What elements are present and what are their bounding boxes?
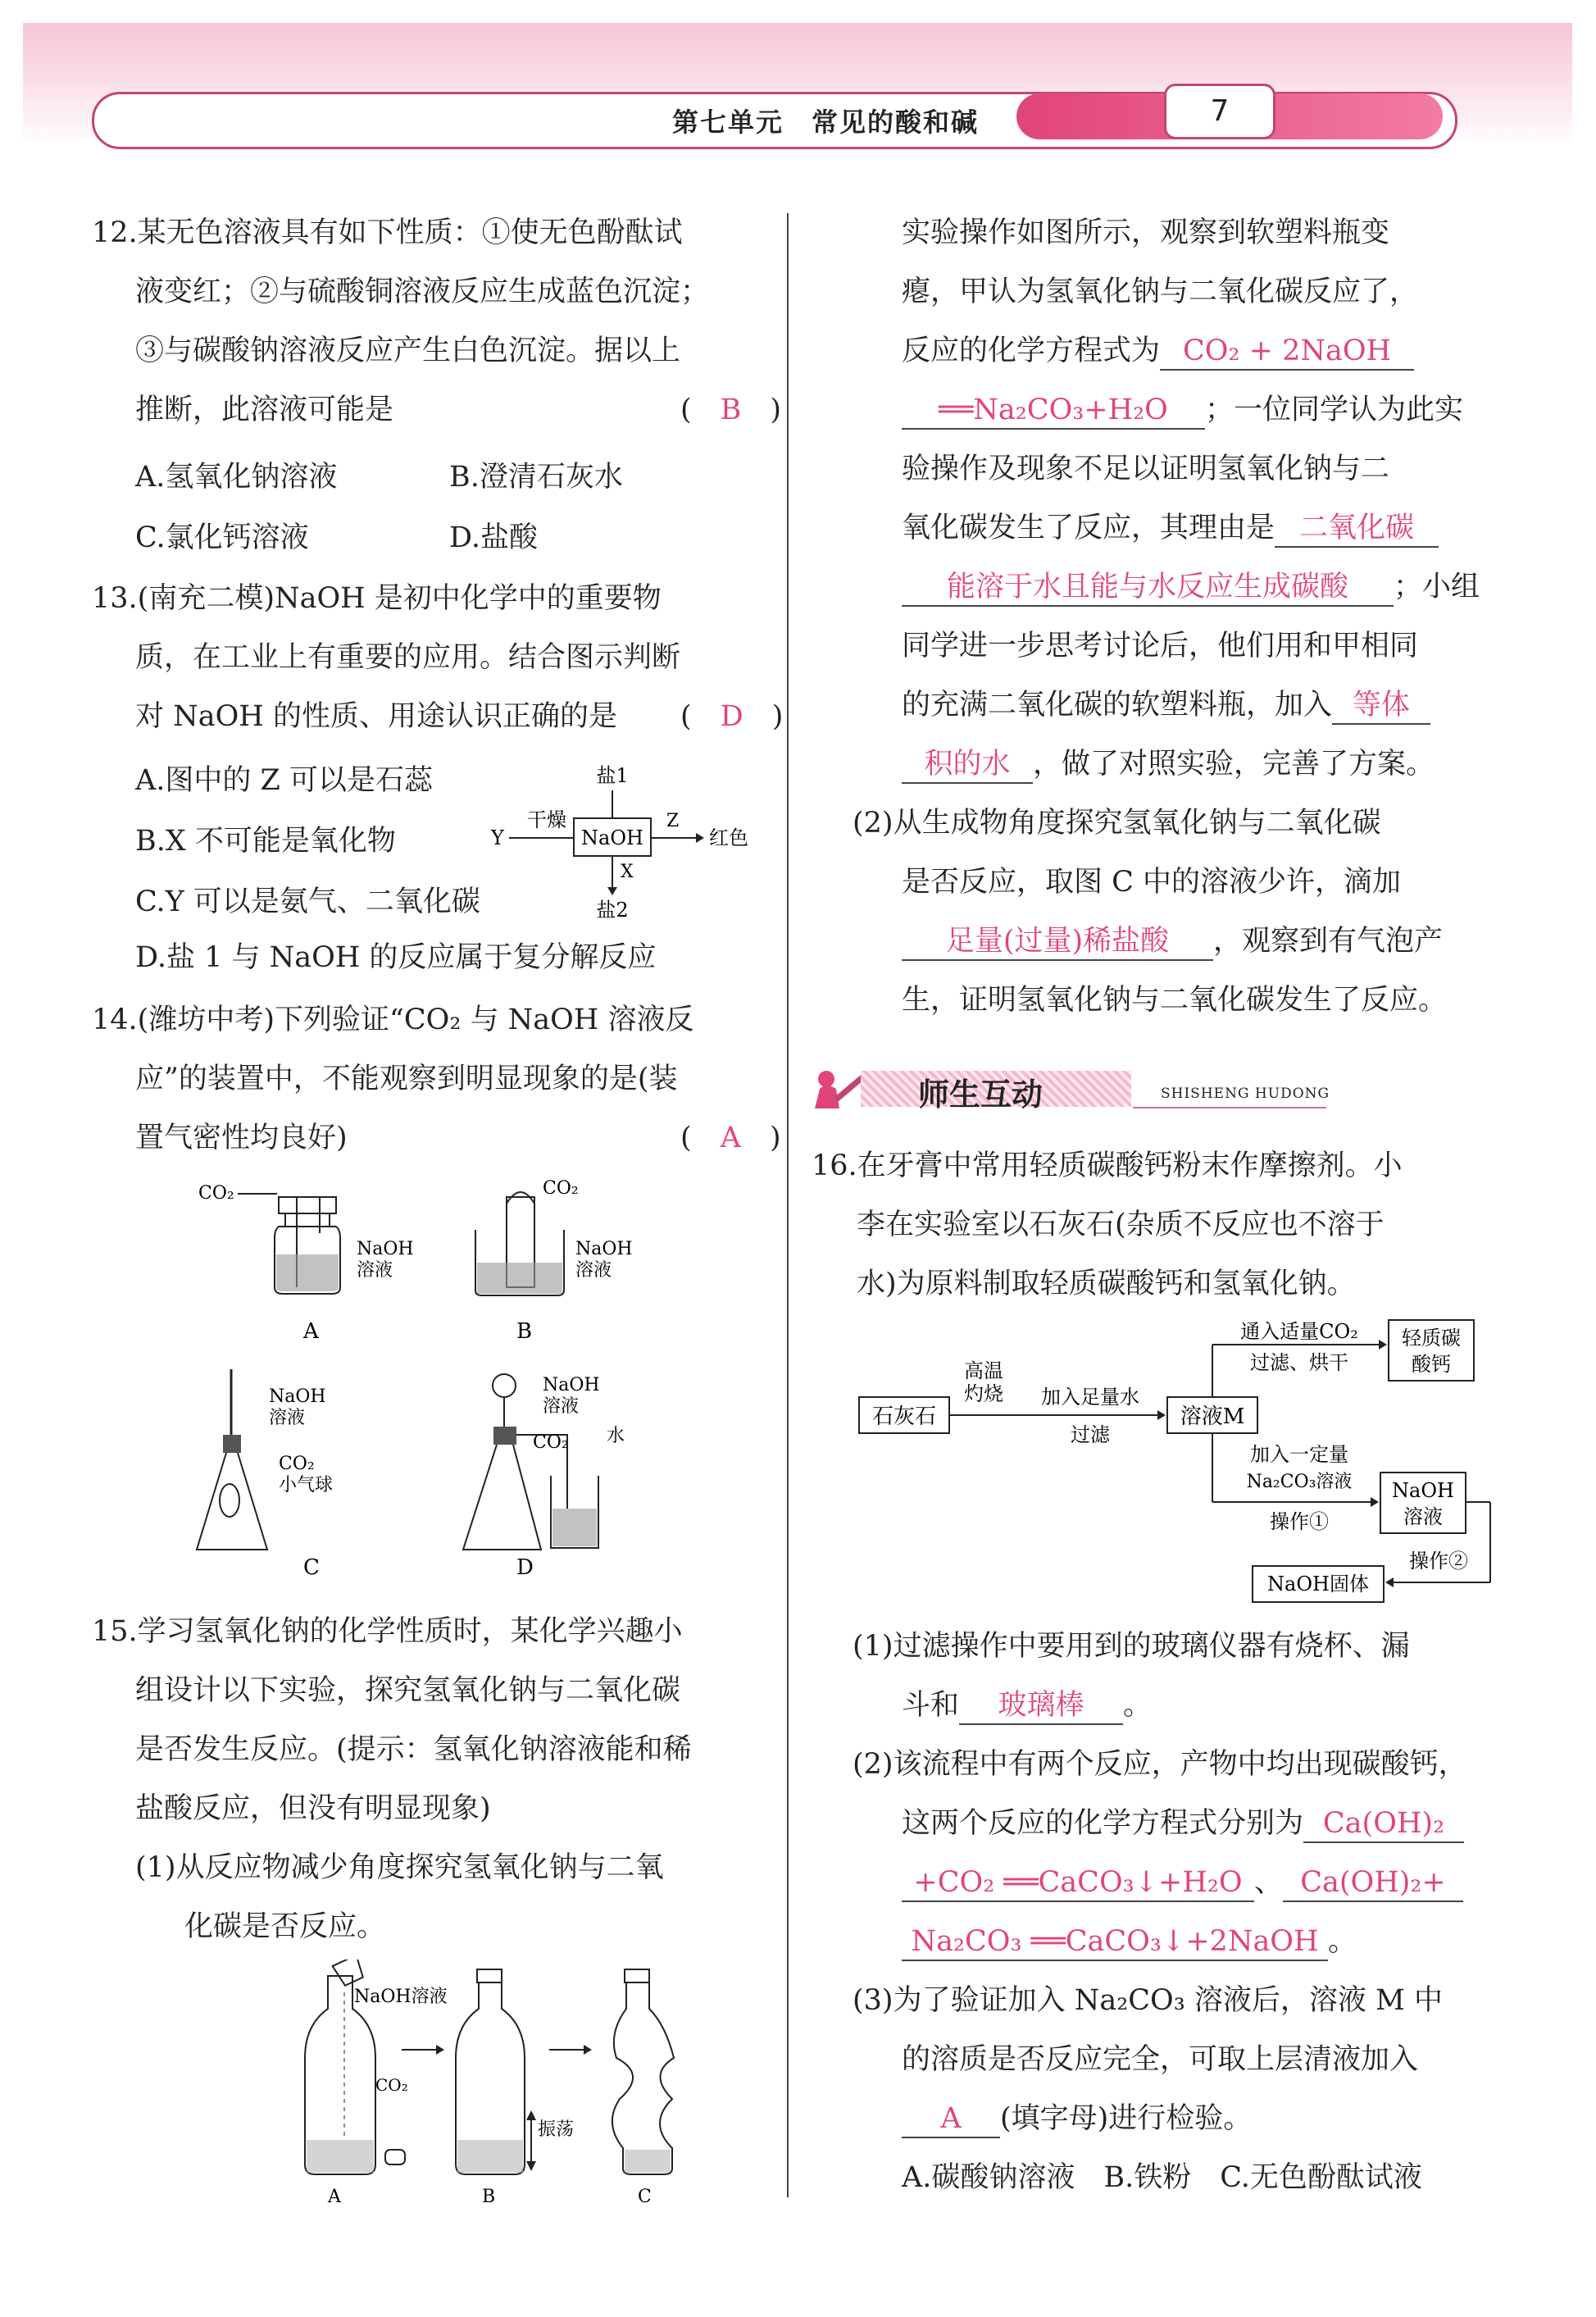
fig15-shake: 振荡 (538, 2119, 575, 2140)
flow-up2: 过滤、烘干 (1250, 1351, 1348, 1374)
q15-part1-line-1: (1)从反应物减少角度探究氢氧化钠与二氧 (135, 1851, 664, 1884)
q16-line-1: 16.在牙膏中常用轻质碳酸钙粉末作摩擦剂。小 (812, 1149, 1403, 1182)
fig-c-liquid2: 溶液 (269, 1408, 306, 1428)
q15-part2-line-3: 足量(过量)稀盐酸 ，观察到有气泡产 (902, 923, 1443, 961)
q12-line-1: 12.某无色溶液具有如下性质：①使无色酚酞试 (92, 216, 683, 249)
q16-part1-line-2: 斗和 玻璃棒 。 (902, 1687, 1152, 1725)
flow-s2b: 过滤 (1071, 1423, 1110, 1446)
q16-part3-line-2: 的溶质是否反应完全，可取上层清液加入 (902, 2043, 1419, 2076)
fig15-label-c: C (638, 2187, 652, 2207)
q15-line-4: 盐酸反应，但没有明显现象) (135, 1792, 491, 1825)
flow-solid: NaOH固体 (1267, 1573, 1369, 1595)
q15-part2-line-1: (2)从生成物角度探究氢氧化钠与二氧化碳 (853, 807, 1381, 840)
fig-d-water: 水 (607, 1426, 625, 1446)
fig15-label-b: B (482, 2187, 496, 2207)
fig-c-balloon: 小气球 (279, 1475, 334, 1495)
q15-right-line-2: 瘪，甲认为氢氧化钠与二氧化碳反应了， (902, 275, 1419, 308)
q15-part2-line-4: 生，证明氢氧化钠与二氧化碳发生了反应。 (902, 984, 1448, 1017)
diagram-top-label: 盐1 (596, 764, 629, 787)
fig-d-gas: CO₂ (533, 1432, 569, 1453)
q15-right-line-6: 氧化碳发生了反应，其理由是 二氧化碳 (902, 510, 1439, 548)
q16-part2-line-1: (2)该流程中有两个反应，产物中均出现碳酸钙， (853, 1748, 1467, 1781)
q13-answer: ( D ) (680, 700, 784, 733)
diagram-center-label: NaOH (581, 826, 643, 849)
unit-title: 第七单元 常见的酸和碱 (672, 107, 980, 138)
q16-line-2: 李在实验室以石灰石(杂质不反应也不溶于 (857, 1209, 1385, 1241)
q12-line-3: ③与碳酸钠溶液反应产生白色沉淀。据以上 (135, 335, 681, 367)
q15-right-line-4: ══Na₂CO₃+H₂O ；一位同学认为此实 (902, 392, 1463, 430)
q13-option-d: D.盐 1 与 NaOH 的反应属于复分解反应 (135, 941, 657, 974)
fig15-solution: NaOH溶液 (354, 1987, 448, 2007)
q13-option-c: C.Y 可以是氨气、二氧化碳 (135, 885, 480, 918)
column-divider (787, 213, 789, 2197)
q16-part2-line-2: 这两个反应的化学方程式分别为 Ca(OH)₂ (902, 1805, 1464, 1843)
flow-down3: 操作① (1270, 1510, 1329, 1533)
q15-right-line-1: 实验操作如图所示，观察到软塑料瓶变 (902, 216, 1390, 249)
q15-right-line-9: 的充满二氧化碳的软塑料瓶，加入 等体 (902, 687, 1430, 725)
q16-flowchart (853, 1312, 1500, 1615)
fig-a-liquid: NaOH (357, 1239, 414, 1259)
flow-s1a: 高温 (964, 1359, 1003, 1382)
fig15-gas: CO₂ (375, 2075, 408, 2095)
flow-s2a: 加入足量水 (1041, 1386, 1139, 1409)
q15-line-2: 组设计以下实验，探究氢氧化钠与二氧化碳 (135, 1674, 681, 1707)
q15-line-1: 15.学习氢氧化钠的化学性质时，某化学兴趣小 (92, 1615, 683, 1648)
q13-line-1: 13.(南充二模)NaOH 是初中化学中的重要物 (92, 582, 662, 615)
q14-line-2: 应”的装置中，不能观察到明显现象的是(装 (135, 1063, 678, 1095)
q13-naoh-diagram (488, 762, 775, 926)
page-number: 7 (1164, 84, 1275, 139)
fig-label-c: C (303, 1555, 320, 1580)
q12-option-a: A.氢氧化钠溶液 (135, 461, 338, 494)
q15-line-3: 是否发生反应。(提示：氢氧化钠溶液能和稀 (135, 1733, 692, 1766)
q13-option-a: A.图中的 Z 可以是石蕊 (135, 764, 433, 797)
q15-right-line-8: 同学进一步思考讨论后，他们用和甲相同 (902, 630, 1419, 662)
section-title: 师生互动 (918, 1077, 1044, 1113)
fig-d-liquid: NaOH (543, 1375, 600, 1395)
diagram-dry-label: 干燥 (527, 808, 566, 831)
q15-right-line-5: 验操作及现象不足以证明氢氧化钠与二 (902, 453, 1390, 485)
q12-option-b: B.澄清石灰水 (449, 461, 623, 494)
section-banner (812, 1064, 1336, 1112)
flow-down1: 加入一定量 (1250, 1443, 1348, 1466)
q12-answer: ( B ) (680, 394, 782, 426)
flow-down2: Na₂CO₃溶液 (1246, 1472, 1353, 1492)
section-subtitle: SHISHENG HUDONG (1161, 1086, 1330, 1102)
diagram-bottom-label: 盐2 (596, 899, 629, 922)
q13-option-b: B.X 不可能是氧化物 (135, 825, 396, 858)
flow-op2: 操作② (1409, 1550, 1468, 1573)
q15-right-line-3: 反应的化学方程式为 CO₂ + 2NaOH (902, 333, 1414, 371)
q16-options: A.碳酸钠溶液 B.铁粉 C.无色酚酞试液 (902, 2161, 1422, 2194)
fig-label-a: A (303, 1319, 319, 1344)
fig-label-b: B (516, 1319, 533, 1344)
flow-start: 石灰石 (871, 1404, 937, 1429)
q12-line-4: 推断，此溶液可能是 (135, 394, 394, 426)
flow-naoh2: 溶液 (1403, 1505, 1443, 1528)
flow-s1b: 灼烧 (964, 1382, 1003, 1405)
q12-option-c: C.氯化钙溶液 (135, 521, 309, 554)
fig-d-liquid2: 溶液 (543, 1396, 580, 1417)
fig-label-d: D (516, 1555, 534, 1580)
flow-m: 溶液M (1180, 1404, 1245, 1429)
q15-part2-line-2: 是否反应，取图 C 中的溶液少许，滴加 (902, 866, 1402, 899)
q13-line-2: 质，在工业上有重要的应用。结合图示判断 (135, 641, 681, 674)
fig-a-liquid2: 溶液 (357, 1260, 393, 1281)
q14-line-3: 置气密性均良好) (135, 1122, 348, 1154)
q16-part3-line-3: A (填字母)进行检验。 (902, 2101, 1252, 2138)
fig-c-liquid: NaOH (269, 1386, 326, 1407)
q14-line-1: 14.(潍坊中考)下列验证“CO₂ 与 NaOH 溶液反 (92, 1004, 694, 1036)
section-underline (1133, 1107, 1326, 1108)
q16-line-3: 水)为原料制取轻质碳酸钙和氢氧化钠。 (857, 1268, 1356, 1300)
q16-part2-line-4: Na₂CO₃ ══CaCO₃↓+2NaOH 。 (902, 1923, 1357, 1961)
fig-a-gas: CO₂ (198, 1183, 234, 1204)
q12-line-2: 液变红；②与硫酸铜溶液反应生成蓝色沉淀； (135, 275, 710, 308)
q16-part2-line-3: +CO₂ ══CaCO₃↓+H₂O 、 Ca(OH)₂+ (902, 1864, 1463, 1902)
q15-part1-line-2: 化碳是否反应。 (184, 1910, 386, 1943)
diagram-bottom-x-label: X (621, 862, 634, 882)
q16-part3-line-1: (3)为了验证加入 Na₂CO₃ 溶液后，溶液 M 中 (853, 1984, 1443, 2017)
flow-naoh1: NaOH (1392, 1479, 1454, 1502)
q13-line-3: 对 NaOH 的性质、用途认识正确的是 (135, 700, 617, 733)
fig15-label-a: A (328, 2187, 341, 2207)
q14-answer: ( A ) (680, 1122, 781, 1154)
flow-up1: 通入适量CO₂ (1240, 1320, 1358, 1343)
diagram-right-label: 红色 (709, 826, 748, 849)
q16-part1-line-1: (1)过滤操作中要用到的玻璃仪器有烧杯、漏 (853, 1630, 1410, 1663)
diagram-z-label: Z (666, 811, 680, 831)
fig-b-liquid: NaOH (575, 1239, 633, 1259)
q15-bottle-figure (295, 1960, 705, 2214)
q15-right-line-7: 能溶于水且能与水反应生成碳酸 ；小组 (902, 569, 1480, 607)
fig-b-gas: CO₂ (543, 1178, 579, 1199)
q14-apparatus-figure (189, 1164, 779, 1607)
q15-right-line-10: 积的水 ，做了对照实验，完善了方案。 (902, 746, 1435, 784)
fig-b-liquid2: 溶液 (575, 1260, 612, 1281)
flow-prod1b: 酸钙 (1412, 1353, 1451, 1376)
diagram-left-label: Y (491, 826, 504, 849)
fig-c-gas: CO₂ (279, 1454, 315, 1474)
flow-prod1a: 轻质碳 (1402, 1327, 1461, 1350)
q12-option-d: D.盐酸 (449, 521, 538, 554)
